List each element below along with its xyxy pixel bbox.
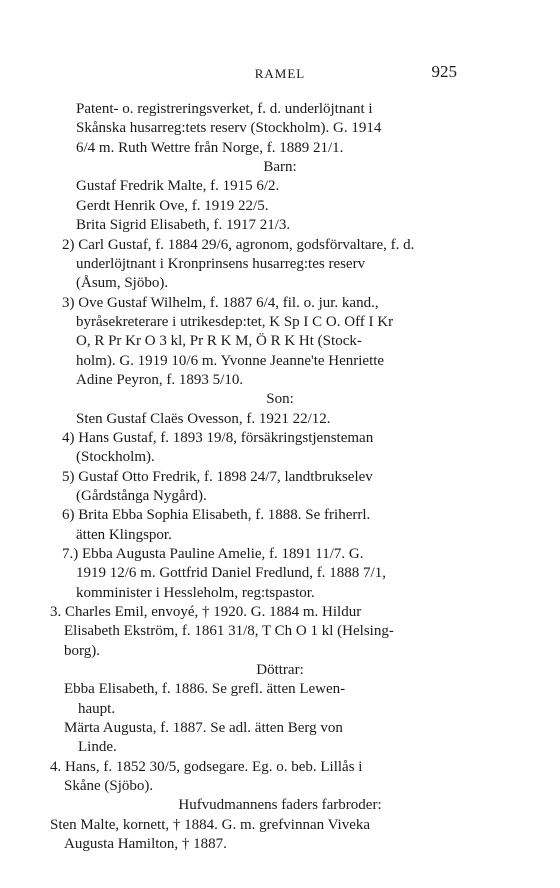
text-line: Sten Gustaf Claës Ovesson, f. 1921 22/12. [76, 411, 331, 427]
text-line: byråsekreterare i utrikesdep:tet, K Sp I C O. Off I Kr [76, 314, 394, 330]
text-line: underlöjtnant i Kronprinsens husarreg:tes reserv [76, 256, 366, 272]
text-line: Adine Peyron, f. 1893 5/10. [76, 372, 244, 388]
section-heading: Son: [266, 391, 294, 407]
text-line: Gustaf Fredrik Malte, f. 1915 6/2. [76, 178, 280, 194]
text-line: Skånska husarreg:tets reserv (Stockholm). G. 1914 [76, 120, 382, 136]
text-line: 2) Carl Gustaf, f. 1884 29/6, agronom, godsförvaltare, f. d. [62, 237, 415, 253]
text-line: Ebba Elisabeth, f. 1886. Se grefl. ätten Lewen- [64, 681, 346, 697]
text-line: Linde. [78, 739, 117, 755]
text-line: Skåne (Sjöbo). [64, 778, 154, 794]
text-line: (Gårdstånga Nygård). [76, 488, 207, 504]
text-line: Brita Sigrid Elisabeth, f. 1917 21/3. [76, 217, 291, 233]
text-line: O, R Pr Kr O 3 kl, Pr R K M, Ö R K Ht (Stock- [76, 333, 362, 349]
page-number: 925 [431, 62, 457, 81]
text-line: 1919 12/6 m. Gottfrid Daniel Fredlund, f. 1888 7/1, [76, 565, 386, 581]
text-line: Sten Malte, kornett, † 1884. G. m. grefvinnan Viveka [50, 817, 371, 833]
text-line: 5) Gustaf Otto Fredrik, f. 1898 24/7, landtbrukselev [62, 469, 373, 485]
text-line: 4) Hans Gustaf, f. 1893 19/8, försäkringstjensteman [62, 430, 374, 446]
text-line: ätten Klingspor. [76, 527, 172, 543]
section-heading: Hufvudmannens faders farbroder: [178, 797, 382, 813]
text-line: Märta Augusta, f. 1887. Se adl. ätten Berg von [64, 720, 343, 736]
text-line: haupt. [78, 701, 116, 717]
text-line: borg). [64, 643, 100, 659]
text-line: 4. Hans, f. 1852 30/5, godsegare. Eg. o. beb. Lillås i [50, 759, 363, 775]
text-line: Elisabeth Ekström, f. 1861 31/8, T Ch O 1 kl (Helsing- [64, 623, 394, 639]
text-line: (Åsum, Sjöbo). [76, 275, 169, 291]
text-line: (Stockholm). [76, 449, 155, 465]
text-line: Augusta Hamilton, † 1887. [64, 836, 227, 852]
text-line: Patent- o. registreringsverket, f. d. underlöjtnant i [76, 101, 373, 117]
text-line: 3. Charles Emil, envoyé, † 1920. G. 1884 m. Hildur [50, 604, 362, 620]
running-head: RAMEL [254, 66, 306, 81]
section-heading: Barn: [263, 159, 297, 175]
text-line: 7.) Ebba Augusta Pauline Amelie, f. 1891 11/7. G. [62, 546, 364, 562]
section-heading: Döttrar: [256, 662, 304, 678]
text-line: Gerdt Henrik Ove, f. 1919 22/5. [76, 198, 269, 214]
text-line: komminister i Hessleholm, reg:tspastor. [76, 585, 315, 601]
text-line: 6) Brita Ebba Sophia Elisabeth, f. 1888. Se friherrl. [62, 507, 371, 523]
text-line: 3) Ove Gustaf Wilhelm, f. 1887 6/4, fil. o. jur. kand., [62, 295, 379, 311]
text-line: 6/4 m. Ruth Wettre från Norge, f. 1889 21/1. [76, 140, 344, 156]
text-line: holm). G. 1919 10/6 m. Yvonne Jeanne'te Henriette [76, 353, 385, 369]
